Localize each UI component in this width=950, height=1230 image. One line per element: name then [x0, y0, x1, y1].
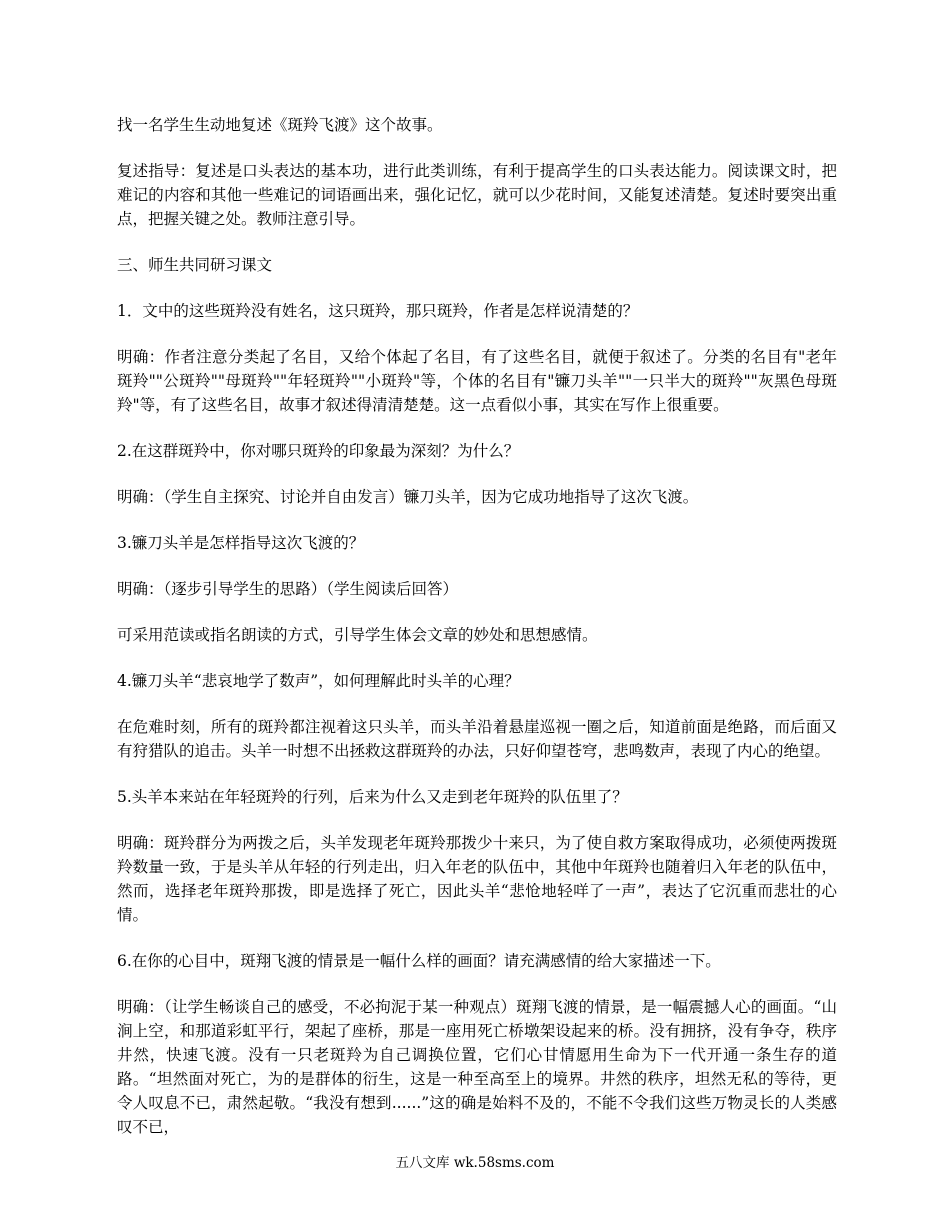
section-heading: 三、师生共同研习课文	[117, 256, 273, 274]
paragraph-retell-guidance: 复述指导：复述是口头表达的基本功，进行此类训练，有利于提高学生的口头表达能力。阅读课文时，把难记的内容和其他一些难记的词语画出来，强化记忆，就可以少花时间，又能复述清楚。复述时要突出重点，把握关键之处。教师注意引导。	[117, 162, 837, 228]
document-body	[117, 113, 837, 1161]
question-4: 4.镰刀头羊“悲哀地学了数声”，如何理解此时头羊的心理？	[117, 672, 520, 690]
answer-5: 明确：斑羚群分为两拨之后，头羊发现老年斑羚那拨少十来只，为了使自救方案取得成功，必须使两拨斑羚数量一致，于是头羊从年轻的行列走出，归入年老的队伍中，其他中年斑羚也随着归入年老的队伍中，然而，选择老年斑羚那拨，即是选择了死亡，因此头羊“悲怆地轻咩了一声”，表达了它沉重而悲壮的心情。	[117, 834, 837, 924]
question-3: 3.镰刀头羊是怎样指导这次飞渡的？	[117, 534, 365, 552]
question-5: 5.头羊本来站在年轻斑羚的行列，后来为什么又走到老年斑羚的队伍里了？	[117, 788, 628, 806]
page-footer: 五八文库 wk.58sms.com	[395, 1155, 555, 1171]
question-1: 1．文中的这些斑羚没有姓名，这只斑羚，那只斑羚，作者是怎样说清楚的？	[117, 302, 639, 320]
paragraph-retell-task: 找一名学生生动地复述《斑羚飞渡》这个故事。	[117, 116, 443, 134]
answer-2: 明确：（学生自主探究、讨论并自由发言）镰刀头羊，因为它成功地指导了这次飞渡。	[117, 488, 699, 506]
answer-4: 在危难时刻，所有的斑羚都注视着这只头羊，而头羊沿着悬崖巡视一圈之后，知道前面是绝路，而后面又有狩猎队的追击。头羊一时想不出拯救这群斑羚的办法，只好仰望苍穹，悲鸣数声，表现了内心的绝望。	[117, 718, 837, 760]
answer-1: 明确：作者注意分类起了名目，又给个体起了名目，有了这些名目，就便于叙述了。分类的名目有"老年斑羚""公斑羚""母斑羚""年轻斑羚""小斑羚"等，个体的名目有"镰刀头羊""一只半大的斑羚""灰黑色母斑羚"等，有了这些名目，故事才叙述得清清楚楚。这一点看似小事，其实在写作上很重要。	[117, 348, 837, 414]
question-6: 6.在你的心目中，斑翔飞渡的情景是一幅什么样的画面？请充满感情的给大家描述一下。	[117, 952, 721, 970]
answer-6: 明确：（让学生畅谈自己的感受，不必拘泥于某一种观点）斑翔飞渡的情景，是一幅震撼人心的画面。“山涧上空，和那道彩虹平行，架起了座桥，那是一座用死亡桥墩架设起来的桥。没有拥挤，没有争夺，秩序井然，快速飞渡。没有一只老斑羚为自己调换位置，它们心甘情愿用生命为下一代开通一条生存的道路。“坦然面对死亡，为的是群体的衍生，这是一种至高至上的境界。井然的秩序，坦然无私的等待，更令人叹息不已，肃然起敬。“我没有想到......”这的确是始料不及的，不能不令我们这些万物灵长的人类感叹不已，	[117, 998, 837, 1136]
question-2: 2.在这群斑羚中，你对哪只斑羚的印象最为深刻？为什么？	[117, 442, 520, 460]
reading-note: 可采用范读或指名朗读的方式，引导学生体会文章的妙处和思想感情。	[117, 626, 598, 644]
answer-3: 明确：（逐步引导学生的思路）（学生阅读后回答）	[117, 580, 459, 598]
